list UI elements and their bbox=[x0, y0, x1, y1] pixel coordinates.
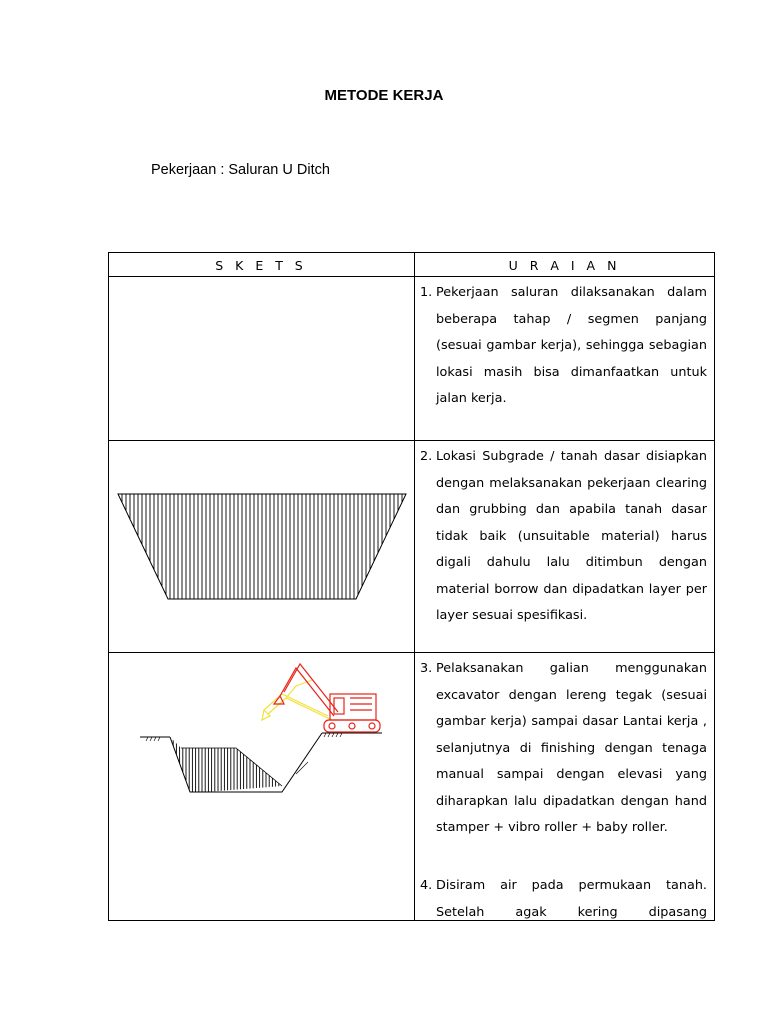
subgrade-section-sketch bbox=[116, 488, 408, 603]
excavation-sketch bbox=[136, 656, 412, 796]
work-subtitle: Pekerjaan : Saluran U Ditch bbox=[151, 162, 330, 178]
table-border-right bbox=[714, 252, 715, 921]
item-number: 4. bbox=[420, 878, 433, 893]
item-text: Pelaksanakan galian menggunakan excavator dengan lereng tegak (sesuai gambar kerja) sampai dasar Lantai kerja , selanjutnya di finishing dengan tenaga manual sampai dengan elevasi yang diharapkan lalu dipadatkan dengan hand stamper + vibro roller + baby roller. bbox=[436, 661, 707, 835]
method-table bbox=[108, 252, 715, 921]
column-divider bbox=[414, 252, 415, 921]
column-header-description: U R A I A N bbox=[508, 258, 621, 273]
item-text: Pekerjaan saluran dilaksanakan dalam beberapa tahap / segmen panjang (sesuai gambar kerja), sehingga sebagian lokasi masih bisa dimanfaatkan untuk jalan kerja. bbox=[436, 285, 707, 406]
list-item bbox=[420, 873, 707, 926]
item-number: 1. bbox=[420, 285, 433, 300]
row-divider bbox=[108, 652, 715, 653]
row-divider bbox=[108, 440, 715, 441]
item-text: Disiram air pada permukaan tanah. Setelah agak kering dipasang bbox=[436, 878, 707, 920]
list-item bbox=[420, 444, 707, 630]
document-title: METODE KERJA bbox=[324, 87, 444, 104]
item-number: 3. bbox=[420, 661, 433, 676]
list-item bbox=[420, 280, 707, 413]
list-item bbox=[420, 656, 707, 842]
table-border-left bbox=[108, 252, 109, 921]
item-text: Lokasi Subgrade / tanah dasar disiapkan dengan melaksanakan pekerjaan clearing dan grubbing dan apabila tanah dasar tidak baik (unsuitable material) harus digali dahulu lalu ditimbun dengan material borrow dan dipadatkan layer per layer sesuai spesifikasi. bbox=[436, 449, 707, 623]
item-number: 2. bbox=[420, 449, 433, 464]
column-header-sketch: S K E T S bbox=[215, 258, 307, 273]
